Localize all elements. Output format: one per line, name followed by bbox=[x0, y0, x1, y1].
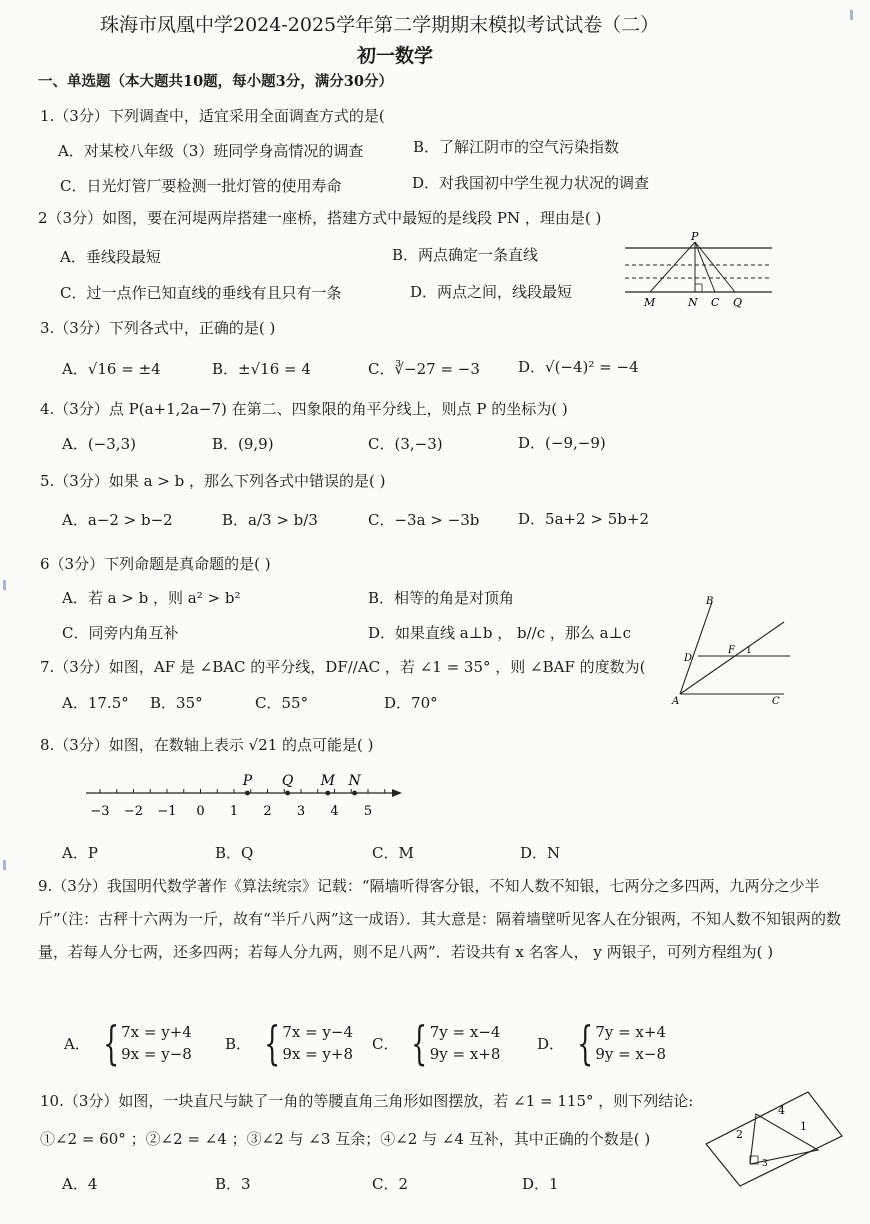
q3-stem: 3.（3分）下列各式中，正确的是( ) bbox=[40, 319, 276, 337]
q10-stem: 10.（3分）如图，一块直尺与缺了一角的等腰直角三角形如图摆放，若 ∠1 = 115° ，则下列结论: bbox=[40, 1092, 694, 1110]
q9-option-d-label: D． bbox=[537, 1034, 565, 1053]
q9-option-b bbox=[225, 1016, 354, 1070]
q9-option-c-label: C． bbox=[372, 1034, 399, 1053]
q8-point-label-m: M bbox=[320, 773, 335, 789]
q8-tick-label: 5 bbox=[363, 804, 373, 819]
q7-option-b: B．35° bbox=[150, 694, 203, 712]
q9-option-b-brace: { bbox=[264, 1016, 281, 1070]
q3-option-a: A．√16 = ±4 bbox=[62, 360, 161, 378]
q1-stem: 1.（3分）下列调查中，适宜采用全面调查方式的是( bbox=[40, 107, 385, 125]
q7-label-c: C bbox=[772, 696, 780, 707]
q2-option-d: D．两点之间，线段最短 bbox=[410, 283, 573, 301]
q7-angle-figure bbox=[672, 592, 800, 708]
q9-option-b-eq1: 7x = y−4 bbox=[282, 1023, 354, 1041]
q5-stem: 5.（3分）如果 a > b ，那么下列各式中错误的是( ) bbox=[40, 472, 386, 490]
q2-option-c: C．过一点作已知直线的垂线有且只有一条 bbox=[60, 284, 342, 302]
q5-option-c: C．−3a > −3b bbox=[368, 511, 480, 529]
page-subtitle: 初一数学 bbox=[357, 45, 434, 67]
q3-option-d: D．√(−4)² = −4 bbox=[518, 358, 639, 376]
q10-ruler bbox=[706, 1092, 842, 1186]
q7-label-a: A bbox=[672, 696, 680, 707]
q2-label-q: Q bbox=[733, 296, 743, 309]
q8-tick-label: −3 bbox=[90, 804, 110, 819]
q8-point-q bbox=[285, 791, 290, 796]
q8-point-p bbox=[245, 791, 250, 796]
scan-speck bbox=[850, 10, 853, 20]
q2-right-angle-mark bbox=[695, 284, 702, 292]
q9-option-a bbox=[64, 1016, 192, 1070]
q1-option-b: B．了解江阴市的空气污染指数 bbox=[413, 138, 620, 156]
q8-tick-label: 1 bbox=[229, 804, 239, 819]
q2-bridge-figure bbox=[620, 230, 780, 312]
q2-segment-pc bbox=[695, 242, 715, 292]
q2-segment-pm bbox=[650, 242, 695, 292]
q3-option-c: C．∛−27 = −3 bbox=[368, 360, 480, 378]
q7-option-c: C．55° bbox=[255, 694, 309, 712]
q2-label-p: P bbox=[691, 230, 699, 243]
q9-option-d bbox=[537, 1016, 667, 1070]
q6-option-d: D．如果直线 a⊥b ， b//c ，那么 a⊥c bbox=[368, 624, 632, 642]
q8-option-b: B．Q bbox=[215, 844, 254, 862]
q10-ruler-triangle-figure bbox=[700, 1086, 850, 1190]
section-heading: 一、单选题（本大题共10题，每小题3分，满分30分） bbox=[38, 73, 393, 90]
q7-label-angle-1: 1 bbox=[746, 646, 752, 656]
q8-number-line bbox=[80, 768, 410, 826]
q1-option-d: D．对我国初中学生视力状况的调查 bbox=[412, 174, 650, 192]
q7-option-d: D．70° bbox=[384, 694, 438, 712]
q8-point-label-n: N bbox=[348, 773, 361, 789]
q8-tick-label: −1 bbox=[157, 804, 177, 819]
q8-tick-label: 2 bbox=[263, 804, 272, 819]
q10-label-4: 4 bbox=[778, 1104, 785, 1117]
q10-label-3: 3 bbox=[762, 1159, 768, 1169]
q4-option-d: D．(−9,−9) bbox=[518, 434, 606, 452]
q5-option-a: A．a−2 > b−2 bbox=[62, 511, 173, 529]
q8-point-label-p: P bbox=[242, 773, 253, 789]
q8-axis-arrow bbox=[392, 789, 402, 797]
q4-option-a: A．(−3,3) bbox=[62, 435, 136, 453]
q10-triangle bbox=[750, 1114, 818, 1164]
q2-option-b: B．两点确定一条直线 bbox=[392, 246, 539, 264]
q10-stem-conclusions: ①∠2 = 60° ；②∠2 = ∠4 ；③∠2 与 ∠3 互余；④∠2 与 ∠4 互补，其中正确的个数是( ) bbox=[40, 1130, 651, 1148]
q9-option-d-eq2: 9y = x−8 bbox=[595, 1045, 667, 1063]
q7-stem: 7.（3分）如图，AF 是 ∠BAC 的平分线，DF//AC ，若 ∠1 = 35° ，则 ∠BAF 的度数为( bbox=[40, 658, 646, 676]
q2-label-m: M bbox=[644, 296, 656, 309]
q8-point-n bbox=[352, 791, 357, 796]
q3-option-b: B．±√16 = 4 bbox=[212, 360, 311, 378]
q7-label-b: B bbox=[706, 596, 714, 607]
q8-point-label-q: Q bbox=[281, 773, 294, 789]
q2-label-c: C bbox=[711, 296, 720, 309]
q9-option-c-eq1: 7y = x−4 bbox=[429, 1023, 501, 1041]
q2-label-n: N bbox=[688, 296, 698, 309]
q10-option-d: D．1 bbox=[522, 1175, 559, 1193]
q9-stem: 9.（3分）我国明代数学著作《算法统宗》记载：“隔墙听得客分银，不知人数不知银，七两分之多四两，九两分之少半斤”（注：古秤十六两为一斤，故有“半斤八两”这一成语）．其大意是：隔着墙壁听见客人在分银两，不知人数不知银两的数量，若每人分七两，还多四两；若每人分九两，则不足八两”．若设共有 x 名客人， y 两银子，可列方程组为( ) bbox=[38, 877, 842, 961]
q7-label-d: D bbox=[684, 653, 693, 664]
q10-option-a: A．4 bbox=[62, 1175, 98, 1193]
q10-label-1: 1 bbox=[800, 1120, 807, 1133]
q8-tick-label: 3 bbox=[296, 804, 306, 819]
q2-option-a: A．垂线段最短 bbox=[60, 248, 161, 266]
q10-label-2: 2 bbox=[736, 1128, 743, 1141]
q9-option-a-brace: { bbox=[103, 1016, 120, 1070]
q2-stem: 2（3分）如图，要在河堤两岸搭建一座桥，搭建方式中最短的是线段 PN ，理由是( ) bbox=[38, 209, 602, 227]
q9-option-b-label: B． bbox=[225, 1034, 252, 1053]
q8-point-m bbox=[325, 791, 330, 796]
q10-option-c: C．2 bbox=[372, 1175, 409, 1193]
q8-tick-label: 0 bbox=[196, 804, 205, 819]
q1-option-c: C．日光灯管厂要检测一批灯管的使用寿命 bbox=[60, 177, 342, 195]
scan-speck bbox=[3, 860, 6, 870]
q8-option-c: C．M bbox=[372, 844, 414, 862]
page-title: 珠海市凤凰中学2024-2025学年第二学期期末模拟考试试卷（二） bbox=[100, 14, 660, 36]
q8-stem: 8.（3分）如图，在数轴上表示 √21 的点可能是( ) bbox=[40, 736, 374, 754]
q5-option-d: D．5a+2 > 5b+2 bbox=[518, 510, 649, 528]
q4-option-b: B．(9,9) bbox=[212, 435, 274, 453]
q7-bisector-af bbox=[680, 622, 784, 694]
q9-option-c bbox=[372, 1016, 501, 1070]
q8-option-a: A．P bbox=[62, 844, 98, 862]
q9-option-c-brace: { bbox=[411, 1016, 428, 1070]
q9-option-b-eq2: 9x = y+8 bbox=[282, 1045, 354, 1063]
scan-speck bbox=[3, 580, 6, 590]
q6-option-c: C．同旁内角互补 bbox=[62, 624, 179, 642]
q7-ray-ab bbox=[680, 602, 712, 694]
q6-option-a: A．若 a > b ，则 a² > b² bbox=[62, 589, 241, 607]
q9-option-d-brace: { bbox=[577, 1016, 594, 1070]
q6-option-b: B．相等的角是对顶角 bbox=[368, 589, 515, 607]
q9-option-d-eq1: 7y = x+4 bbox=[595, 1023, 667, 1041]
q9-option-a-eq2: 9x = y−8 bbox=[121, 1045, 192, 1063]
q4-option-c: C．(3,−3) bbox=[368, 435, 443, 453]
q8-option-d: D．N bbox=[520, 844, 561, 862]
q9-option-c-eq2: 9y = x+8 bbox=[429, 1045, 501, 1063]
q8-tick-label: 4 bbox=[330, 804, 339, 819]
q10-option-b: B．3 bbox=[215, 1175, 251, 1193]
q8-tick-label: −2 bbox=[123, 804, 144, 819]
q9-option-a-label: A． bbox=[64, 1034, 90, 1053]
q7-option-a: A．17.5° bbox=[62, 694, 129, 712]
q9-option-a-eq1: 7x = y+4 bbox=[121, 1023, 192, 1041]
q1-option-a: A．对某校八年级（3）班同学身高情况的调查 bbox=[58, 142, 364, 160]
q2-segment-pq bbox=[695, 242, 735, 292]
q5-option-b: B．a/3 > b/3 bbox=[222, 511, 318, 529]
q4-stem: 4.（3分）点 P(a+1,2a−7) 在第二、四象限的角平分线上，则点 P 的坐标为( ) bbox=[40, 400, 568, 418]
q7-label-f: F bbox=[728, 645, 735, 656]
q6-stem: 6（3分）下列命题是真命题的是( ) bbox=[40, 555, 271, 573]
